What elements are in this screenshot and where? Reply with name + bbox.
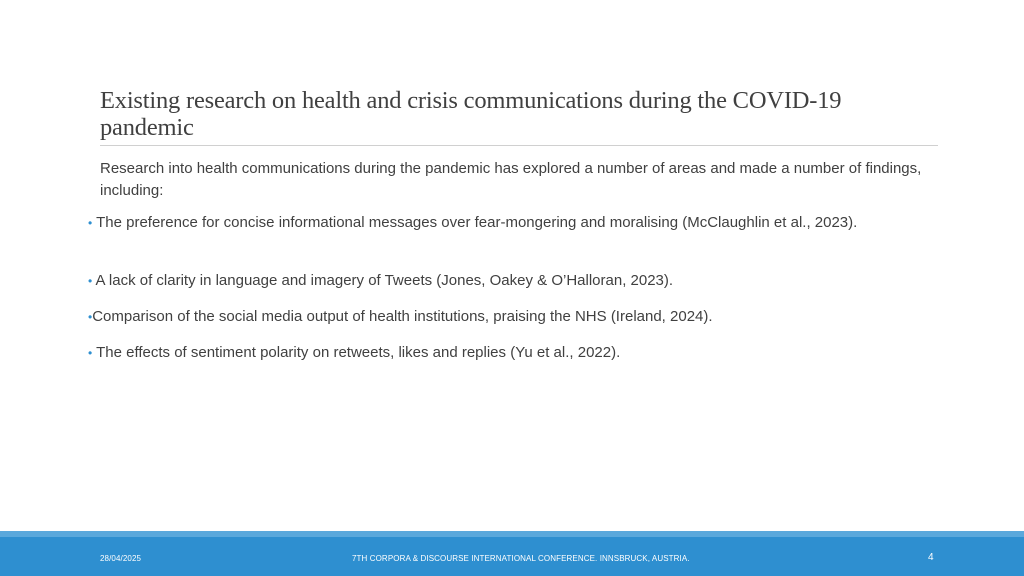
page-number: 4: [928, 552, 934, 563]
bullet-marker: •: [88, 274, 93, 288]
list-item: [88, 270, 928, 292]
bullet-marker: •: [88, 310, 93, 324]
footer-conference: 7TH CORPORA & DISCOURSE INTERNATIONAL CONFERENCE. INNSBRUCK, AUSTRIA.: [352, 554, 690, 563]
list-item-text: A lack of clarity in language and imagery of Tweets (Jones, Oakey & O’Halloran, 2023).: [92, 272, 674, 289]
list-item-text: The preference for concise informational messages over fear-mongering and moralising (McClaughlin et al., 2023).: [92, 214, 858, 231]
intro-paragraph: Research into health communications during the pandemic has explored a number of areas and made a number of findings, including:: [100, 160, 922, 199]
list-item-text: Comparison of the social media output of health institutions, praising the NHS (Ireland, 2024).: [92, 308, 713, 325]
list-item-text: The effects of sentiment polarity on retweets, likes and replies (Yu et al., 2022).: [92, 344, 621, 361]
list-item: [88, 212, 928, 234]
title-divider: [100, 145, 938, 146]
bullet-marker: •: [88, 216, 93, 230]
slide-title: Existing research on health and crisis communications during the COVID-19 pandemic: [100, 87, 842, 141]
list-item: [88, 306, 928, 328]
bullet-marker: •: [88, 346, 93, 360]
footer-date: 28/04/2025: [100, 554, 142, 563]
list-item: [88, 342, 928, 364]
